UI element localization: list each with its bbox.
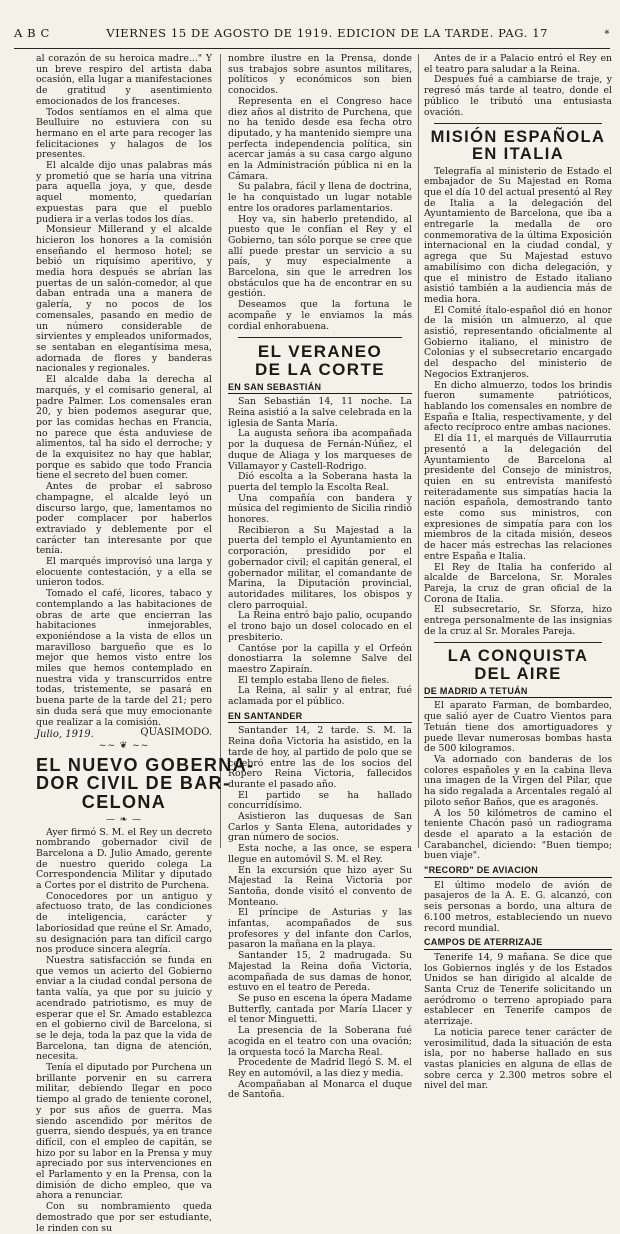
- page-header: [14, 26, 610, 44]
- article-paragraph: Su palabra, fácil y llena de doctrina, le ha conquistado un lugar notable entre los oradores parlamentarios.: [228, 181, 412, 214]
- article-paragraph: El subsecretario, Sr. Sforza, hizo entrega personalmente de las insignias de la cruz al Sr. Morales Pareja.: [424, 604, 612, 637]
- col3-campos-article: [424, 953, 612, 1092]
- article-paragraph: Con su nombramiento queda demostrado que por ser estudiante, le rinden con su: [36, 1201, 212, 1234]
- article-paragraph: Una compañía con bandera y música del regimiento de Sicilia rindió honores.: [228, 492, 412, 526]
- headline-conquista: [424, 648, 612, 682]
- article-paragraph: al corazón de su heroica madre..." Y un breve respiro del artista daba ocasión, ella lugar a manifestaciones de gratitud y asentimiento emocionados de los franceses.: [36, 53, 212, 107]
- article-paragraph: Esta noche, a las once, se espera llegue en automóvil S. M. el Rey.: [228, 843, 412, 865]
- article-paragraph: El aparato Farman, de bombardeo, que salió ayer de Cuatro Vientos para Tetuán tiene dos amortiguadores y puede llevar numerosas bombas hasta de 500 kilogramos.: [424, 700, 612, 755]
- col2-santander-article: [228, 726, 412, 1101]
- headline-line: MISIÓN ESPAÑOLA: [430, 128, 606, 147]
- col3-mision-article: [424, 167, 612, 638]
- article-paragraph: Tomado el café, licores, tabaco y contemplando a las habitaciones de obras de arte que encierran las habitaciones inmejorables, exponiéndose a la vista de ellos un maravilloso bargueño que es lo mejor que hemos visto entre los miles que hemos contemplado en nuestra vida y transcurridos entre todas, tristemente, se pasará en buena parte de la tarde del 21; pero sin duda será que muy emocionante que realizar a la comisión.: [36, 588, 212, 728]
- article-paragraph: Conocedores por un antiguo y afectuoso trato, de las condiciones de inteligencia, carácter y laboriosidad que reúne el Sr. Amado, su designación para tan difícil cargo nos produce sincera alegría.: [36, 890, 212, 956]
- section-rule: [238, 337, 402, 338]
- masthead-abc: A B C: [14, 26, 50, 40]
- article-paragraph: Antes de ir a Palacio entró el Rey en el teatro para saludar a la Reina.: [424, 53, 612, 75]
- article-paragraph: Acompañaban al Monarca el duque de Santoña.: [228, 1078, 412, 1101]
- column-1: [36, 53, 255, 1234]
- headline-line: CELONA: [81, 792, 167, 813]
- article-paragraph: Ayer firmó S. M. el Rey un decreto nombrando gobernador civil de Barcelona a D. Julio Amado, gerente de nuestro querido colega La Correspondencia Militar y diputado a Cortes por el distrito de Purchena.: [36, 826, 212, 892]
- article-paragraph: La noticia parece tener carácter de verosimilitud, dada la situación de esta isla, por no haberse hallado en sus vastas planicies en alguna de ellas de sobre cerca y 2.300 metros sobre el nivel del mar.: [424, 1026, 612, 1092]
- article-paragraph: El príncipe de Asturias y las infantas, acompañados de sus profesores y del infante don Carlos, pasaron la mañana en la playa.: [228, 907, 412, 951]
- subhead-record: "RECORD" DE AVIACION: [424, 865, 612, 878]
- article-paragraph: La Reina, al salir y al entrar, fué aclamada por el público.: [228, 685, 412, 708]
- article-paragraph: Tenía el diputado por Purchena un brillante porvenir en su carrera militar, debiendo llegar en poco tiempo al grado de teniente coronel, y por sus años de guerra. Mas siendo ascendido por méritos de guerra, siendo después, ya en trance difícil, con el empleo de capitán, se hizo por su labor en la Prensa y muy apreciado por sus intervenciones en el Parlamento y en la Prensa, con la dimisión de dicho empleo, que va ahora a renunciar.: [36, 1062, 212, 1202]
- article-paragraph: El marqués improvisó una larga y elocuente contestación, y a ella se unieron todos.: [36, 556, 212, 589]
- article-paragraph: nombre ilustre en la Prensa, donde sus trabajos sobre asuntos militares, políticos y económicos son bien conocidos.: [228, 53, 412, 97]
- article-paragraph: Deseamos que la fortuna le acompañe y le enviamos la más cordial enhorabuena.: [228, 299, 412, 332]
- running-title: VIERNES 15 DE AGOSTO DE 1919. EDICION DE LA TARDE. PAG. 17: [106, 26, 549, 40]
- col2-top-article: [228, 54, 412, 332]
- column-3: [424, 53, 612, 1092]
- article-paragraph: Después fué a cambiarse de traje, y regresó más tarde al teatro, donde el público le tributó una entusiasta ovación.: [424, 74, 612, 118]
- article-paragraph: Asistieron las duquesas de San Carlos y Santa Elena, autoridades y gran número de socios.: [228, 811, 412, 844]
- article-paragraph: Procedente de Madrid llegó S. M. el Rey en automóvil, a las diez y media.: [228, 1057, 412, 1079]
- article-paragraph: En la excursión que hizo ayer Su Majestad la Reina Victoria por Santoña, donde visitó el convento de Monteano.: [228, 864, 412, 908]
- headline-line: LA CONQUISTA: [447, 647, 589, 666]
- article-paragraph: El Rey de Italia ha conferido al alcalde de Barcelona, Sr. Morales Pareja, la cruz de gran oficial de la Corona de Italia.: [424, 561, 612, 605]
- dateline: Julio, 1919.: [36, 729, 94, 741]
- subhead-santander: EN SANTANDER: [228, 711, 412, 724]
- headline-line: EN ITALIA: [471, 145, 565, 164]
- article-paragraph: Monsieur Millerand y el alcalde hicieron los honores a la comisión enseñando el hermoso hotel; se bebió un riquísimo aperitivo, y media hora después se abrían las puertas de un salón-comedor, al que daban entrada una a manera de galería, y no pocos de los comensales, pasando en medio de un número considerable de sirvientes y empleados uniformados, se sentaban en elegantísima mesa, adornada de flores y banderas nacionales y regionales.: [36, 224, 212, 375]
- section-rule: [434, 642, 602, 643]
- headline-veraneo: [228, 343, 412, 378]
- col1-gobernador-article: [36, 828, 212, 1234]
- article-paragraph: Tenerife 14, 9 mañana. Se dice que los Gobiernos inglés y de los Estados Unidos se han dirigido al alcalde de Santa Cruz de Tenerife solicitando un aeródromo o terreno apropiado para establecer en Tenerife campos de aterrizaje.: [424, 951, 612, 1028]
- article-paragraph: Santander 15, 2 madrugada. Su Majestad la Reina doña Victoria, acompañada de sus damas de honor, estuvo en el teatro de Pereda.: [228, 950, 412, 994]
- article-paragraph: San Sebastián 14, 11 noche. La Reina asistió a la salve celebrada en la iglesia de Santa María.: [228, 396, 412, 429]
- article-paragraph: Recibieron a Su Majestad a la puerta del templo el Ayuntamiento en corporación, presidido por el gobernador civil; el capitán general, el gobernador militar, el comandante de Marina, la Diputación provincial, autoridades militares, los obispos y clero parroquial.: [228, 524, 412, 611]
- col3-top-article: [424, 54, 612, 118]
- ornament-divider: — ❧ —: [105, 814, 143, 825]
- article-paragraph: La augusta señora iba acompañada por la duquesa de Fernán-Núñez, el duque de Aliaga y los marqueses de Villamayor y Castell-Rodrigo.: [228, 428, 412, 472]
- col3-tetuan-article: [424, 701, 612, 862]
- article-paragraph: Representa en el Congreso hace diez años al distrito de Purchena, que no ha tenido desde esa fecha otro diputado, y ha mantenido siempre una perfecta independencia política, sin acercar jamás a su casa cargo alguno en la Administración pública ni en la Cámara.: [228, 95, 412, 182]
- author-signature: QUASIMODO.: [140, 727, 212, 739]
- article-paragraph: Telegrafía al ministerio de Estado el embajador de Su Majestad en Roma que el día 10 del actual presentó al Rey de Italia a la delegación del Ayuntamiento de Barcelona, que iba a entregarle la medalla de oro conmemorativa de la última Exposición internacional en la ciudad condal, y agrega que Su Majestad estuvo amabilísimo con dicha delegación, y que el ministro de Estado italiano asistió también a la audiencia más de media hora.: [424, 165, 612, 305]
- article-paragraph: El alcalde dijo unas palabras más y prometió que se haría una vitrina para aquella joya, y que, desde aquel momento, quedarían expuestas para que el pueblo pudiera ir a verlas todos los días.: [36, 160, 212, 225]
- article-paragraph: Todos sentíamos en el alma que Beulluire no estuviera con su hermano en el arte para recoger las felicitaciones y halagos de los presentes.: [36, 106, 212, 161]
- subhead-tetuan: DE MADRID A TETUÁN: [424, 686, 612, 699]
- article-paragraph: El último modelo de avión de pasajeros de la A. E. G. alcanzó, con seis personas a bordo, una altura de 6.100 metros, estableciendo un nuevo record mundial.: [424, 879, 612, 934]
- article-paragraph: Nuestra satisfacción se funda en que vemos un acierto del Gobierno enviar a la ciudad condal persona de tanta valía, ya que por su juicio y acendrado patriotismo, es muy de esperar que el Sr. Amado establezca en el gobierno civil de Barcelona, si se le deja, toda la paz que la vida de Barcelona, tan digna de atención, necesita.: [36, 955, 212, 1063]
- article-paragraph: Va adornado con banderas de los colores españoles y en la cabina lleva una imagen de la Virgen del Pilar, que ha sido regalada a Arcentales regaló al piloto señor Baños, que es aragonés.: [424, 754, 612, 808]
- article-paragraph: Hoy va, sin haberlo pretendido, al puesto que le confían el Rey y el Gobierno, tan sólo porque se cree que allí puede prestar un servicio a su país, y muy especialmente a Barcelona, sin que le arredren los obstáculos que ha de encontrar en su gestión.: [228, 213, 412, 300]
- column-divider-2: [418, 54, 419, 848]
- article-paragraph: Dió escolta a la Soberana hasta la puerta del templo la Escolta Real.: [228, 471, 412, 493]
- article-paragraph: El alcalde daba la derecha al marqués, y el comisario general, al padre Palmer. Los comensales eran 20, y bien podemos asegurar que, por las comidas hechas en Francia, no parece que ésta anduviese de alimentos, tal ha sido el derroche; y de la exquisitez no hay que hablar, porque es sabido que todo Francia tiene el secreto del buen comer.: [36, 374, 212, 482]
- headline-line: DE LA CORTE: [255, 359, 385, 379]
- col2-san-sebastian-article: [228, 397, 412, 707]
- header-rule: [14, 48, 610, 49]
- col1-top-article: [36, 54, 212, 739]
- article-paragraph: La presencia de la Soberana fué acogida en el teatro con una ovación; la orquesta tocó la Marcha Real.: [228, 1025, 412, 1058]
- article-paragraph: Antes de probar el sabroso champagne, el alcalde leyó un discurso largo, que, lamentamos no poder complacer por haberlos extraviado y deblemente por el carácter tan interesante por que tenía.: [36, 481, 212, 557]
- column-2: [228, 53, 412, 1101]
- section-rule: [434, 123, 602, 124]
- article-paragraph: A los 50 kilómetros de camino el teniente Chacón pasó un radiograma desde el aparato a la estación de Carabanchel, diciendo: "Buen tiempo; buen viaje".: [424, 807, 612, 862]
- subhead-campos: CAMPOS DE ATERRIZAJE: [424, 937, 612, 950]
- article-paragraph: Cantóse por la capilla y el Orfeón donostiarra la solemne Salve del maestro Zapiraín.: [228, 642, 412, 675]
- headline-mision: [424, 129, 612, 163]
- article-paragraph: Se puso en escena la ópera Madame Butterfly, cantada por María Llacer y el tenor Minguetti.: [228, 993, 412, 1026]
- article-paragraph: El día 11, el marqués de Villaurrutia presentó a la delegación del Ayuntamiento de Barcelona al presidente del Consejo de ministros, quien en su entrevista manifestó reiteradamente sus simpatías hacia la nación española, demostrando tanto este como sus ministros, con expresiones de simpatía para con los miembros de la citada misión, deseos de hacer más estrechas las relaciones entre España e Italia.: [424, 433, 612, 562]
- subhead-san-sebastian: EN SAN SEBASTIÁN: [228, 382, 412, 395]
- article-paragraph: La Reina entró bajo palio, ocupando el trono bajo un dosel colocado en el presbiterio.: [228, 610, 412, 643]
- headline-line: EL VERANEO: [257, 342, 383, 362]
- headline-gobernador: [36, 754, 255, 813]
- signature-line: [36, 728, 212, 739]
- star-ornament: *: [604, 29, 610, 40]
- article-paragraph: El partido se ha hallado concurridísimo.: [228, 789, 412, 812]
- col3-record-article: [424, 881, 612, 935]
- headline-line: EL NUEVO GOBERNA-: [36, 754, 255, 775]
- column-divider-1: [220, 54, 221, 848]
- article-paragraph: El templo estaba lleno de fieles.: [238, 674, 390, 686]
- headline-line: DOR CIVIL DE BAR-: [36, 773, 231, 794]
- article-paragraph: Santander 14, 2 tarde. S. M. la Reina doña Victoria ha asistido, en la tarde de hoy, al partido de polo que se celebró entre las de los socios del Ropero Reina Victoria, fallecidos durante el pasado año.: [228, 725, 412, 790]
- ornament-divider: ~~ ❦ ~~: [98, 741, 150, 751]
- headline-line: DEL AIRE: [474, 664, 562, 683]
- article-paragraph: En dicho almuerzo, todos los brindis fueron sumamente patrióticos, hablando los comensales en nombre de España e Italia, respectivamente, y del afecto recíproco entre ambas naciones.: [424, 379, 612, 434]
- article-paragraph: El Comité ítalo-español dió en honor de la misión un almuerzo, al que asistió, representando oficialmente al Gobierno italiano, el ministro de Colonias y el subsecretario encargado del despacho del ministerio de Negocios Extranjeros.: [424, 304, 612, 380]
